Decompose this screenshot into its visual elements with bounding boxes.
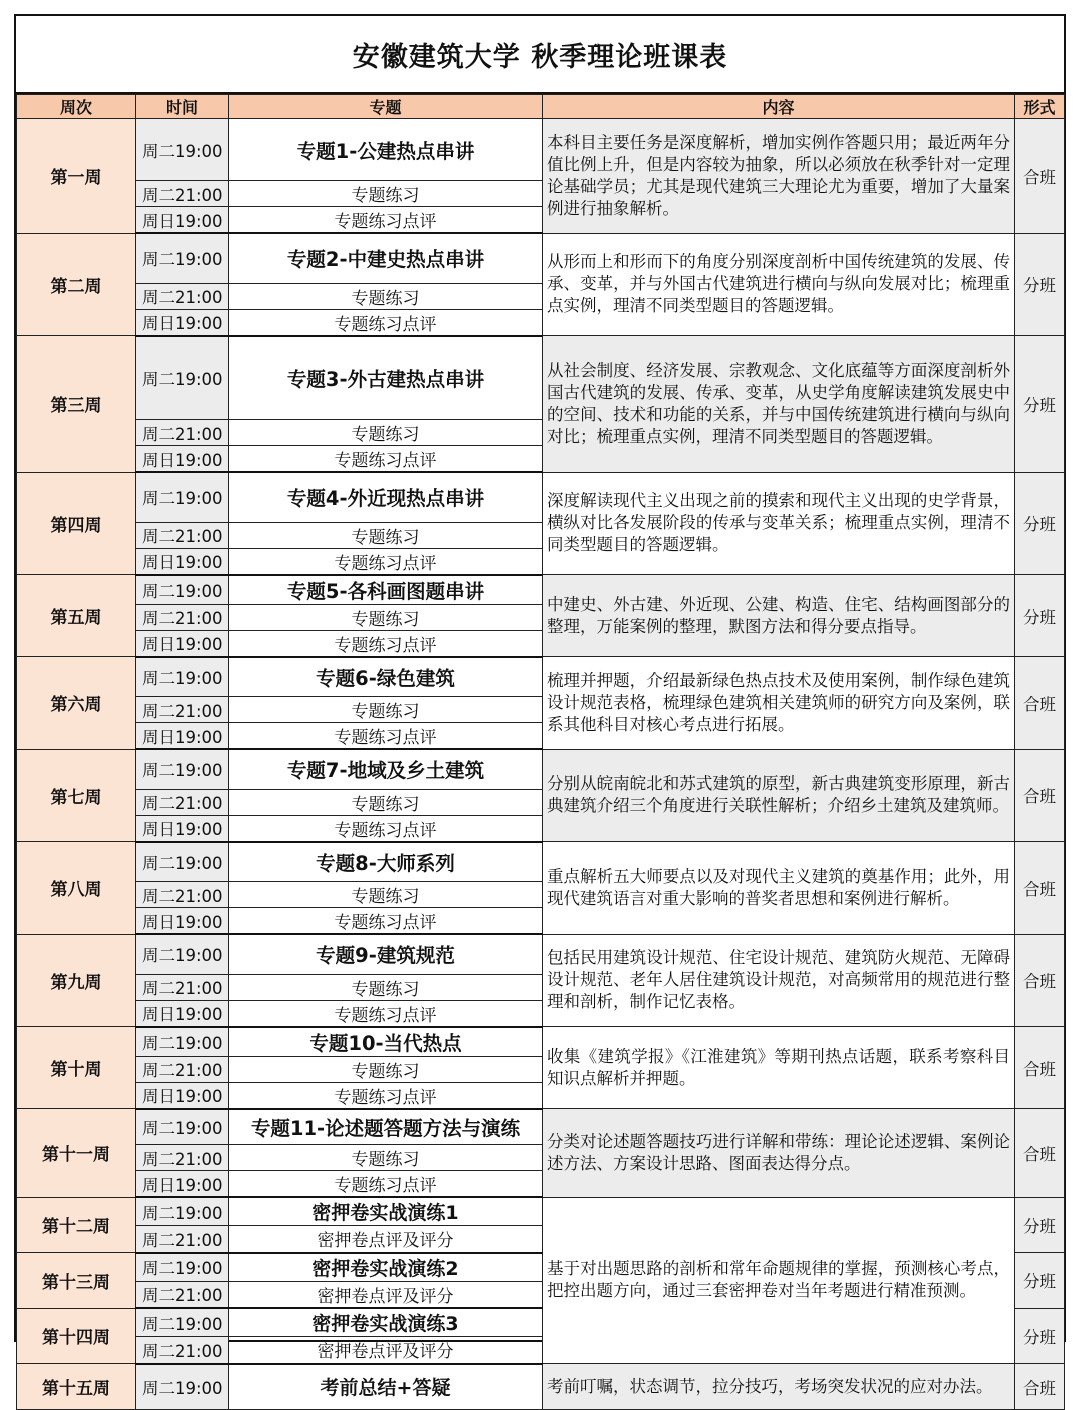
topic-cell: 专题练习点评 bbox=[229, 630, 543, 657]
topic-cell: 专题练习点评 bbox=[229, 309, 543, 336]
topic-cell: 专题练习 bbox=[229, 604, 543, 630]
table-row bbox=[17, 842, 1065, 882]
content-cell: 从社会制度、经济发展、宗教观念、文化底蕴等方面深度剖析外国古代建筑的发展、传承、变革，从史学角度解读建筑发展史中的空间、技术和功能的关系，并与中国传统建筑进行横向与纵向对比；梳理重点实例，理清不同类型题目的答题逻辑。 bbox=[543, 336, 1015, 473]
time-cell: 周二19:00 bbox=[136, 749, 229, 789]
content-cell: 考前叮嘱，状态调节，拉分技巧，考场突发状况的应对办法。 bbox=[543, 1364, 1015, 1410]
topic-cell: 密押卷实战演练1 bbox=[229, 1197, 543, 1226]
schedule-sheet bbox=[14, 14, 1066, 1400]
topic-cell: 考前总结+答疑 bbox=[229, 1364, 543, 1410]
time-cell: 周日19:00 bbox=[136, 1171, 229, 1198]
topic-cell: 专题练习点评 bbox=[229, 1171, 543, 1198]
topic-cell: 专题练习点评 bbox=[229, 548, 543, 575]
page-title: 安徽建筑大学 秋季理论班课表 bbox=[16, 16, 1064, 94]
week-cell: 第二周 bbox=[17, 233, 136, 336]
time-cell: 周二19:00 bbox=[136, 842, 229, 882]
week-cell: 第九周 bbox=[17, 934, 136, 1027]
header-content: 内容 bbox=[543, 95, 1015, 119]
topic-cell: 专题3-外古建热点串讲 bbox=[229, 336, 543, 420]
topic-cell: 密押卷点评及评分 bbox=[229, 1337, 543, 1364]
topic-cell: 专题练习 bbox=[229, 974, 543, 1000]
content-cell: 分类对论述题答题技巧进行详解和带练：理论论述逻辑、案例论述方法、方案设计思路、图面表达得分点。 bbox=[543, 1109, 1015, 1198]
time-cell: 周日19:00 bbox=[136, 548, 229, 575]
form-cell: 分班 bbox=[1015, 472, 1065, 575]
form-cell: 合班 bbox=[1015, 842, 1065, 935]
table-row bbox=[17, 749, 1065, 789]
topic-cell: 专题练习 bbox=[229, 697, 543, 723]
topic-cell: 专题11-论述题答题方法与演练 bbox=[229, 1109, 543, 1145]
content-cell: 中建史、外古建、外近现、公建、构造、住宅、结构画图部分的整理，万能案例的整理，默图方法和得分要点指导。 bbox=[543, 575, 1015, 657]
time-cell: 周二21:00 bbox=[136, 1056, 229, 1082]
topic-cell: 专题练习 bbox=[229, 789, 543, 815]
time-cell: 周二19:00 bbox=[136, 1308, 229, 1337]
time-cell: 周二21:00 bbox=[136, 882, 229, 908]
topic-cell: 专题练习点评 bbox=[229, 1082, 543, 1109]
form-cell: 合班 bbox=[1015, 1027, 1065, 1109]
time-cell: 周二21:00 bbox=[136, 1281, 229, 1308]
week-cell: 第八周 bbox=[17, 842, 136, 935]
topic-cell: 专题9-建筑规范 bbox=[229, 934, 543, 974]
week-cell: 第十一周 bbox=[17, 1109, 136, 1198]
week-cell: 第七周 bbox=[17, 749, 136, 842]
time-cell: 周日19:00 bbox=[136, 815, 229, 842]
week-cell: 第三周 bbox=[17, 336, 136, 473]
table-row bbox=[17, 233, 1065, 283]
time-cell: 周日19:00 bbox=[136, 1082, 229, 1109]
time-cell: 周二19:00 bbox=[136, 1109, 229, 1145]
topic-cell: 专题练习点评 bbox=[229, 207, 543, 234]
form-cell: 合班 bbox=[1015, 934, 1065, 1027]
time-cell: 周二21:00 bbox=[136, 604, 229, 630]
time-cell: 周二19:00 bbox=[136, 657, 229, 697]
form-cell: 分班 bbox=[1015, 575, 1065, 657]
topic-cell: 专题7-地域及乡土建筑 bbox=[229, 749, 543, 789]
table-row bbox=[17, 1364, 1065, 1410]
time-cell: 周二19:00 bbox=[136, 575, 229, 605]
content-cell: 本科目主要任务是深度解析，增加实例作答题只用；最近两年分值比例上升，但是内容较为抽象，所以必须放在秋季针对一定理论基础学员；尤其是现代建筑三大理论尤为重要，增加了大量案例进行抽象解析。 bbox=[543, 119, 1015, 234]
schedule-body bbox=[17, 119, 1065, 1410]
time-cell: 周二19:00 bbox=[136, 472, 229, 522]
time-cell: 周二21:00 bbox=[136, 181, 229, 207]
time-cell: 周二19:00 bbox=[136, 119, 229, 181]
week-cell: 第六周 bbox=[17, 657, 136, 750]
content-cell: 基于对出题思路的剖析和常年命题规律的掌握，预测核心考点，把控出题方向，通过三套密押卷对当年考题进行精准预测。 bbox=[543, 1197, 1015, 1364]
form-cell: 分班 bbox=[1015, 233, 1065, 336]
form-cell: 合班 bbox=[1015, 657, 1065, 750]
table-row bbox=[17, 575, 1065, 605]
topic-cell: 专题8-大师系列 bbox=[229, 842, 543, 882]
table-row bbox=[17, 336, 1065, 420]
form-cell: 分班 bbox=[1015, 336, 1065, 473]
content-cell: 收集《建筑学报》《江淮建筑》等期刊热点话题，联系考察科目知识点解析并押题。 bbox=[543, 1027, 1015, 1109]
topic-cell: 密押卷点评及评分 bbox=[229, 1281, 543, 1308]
week-cell: 第一周 bbox=[17, 119, 136, 234]
topic-cell: 密押卷点评及评分 bbox=[229, 1226, 543, 1253]
time-cell: 周二21:00 bbox=[136, 789, 229, 815]
form-cell: 分班 bbox=[1015, 1197, 1065, 1253]
topic-cell: 专题练习点评 bbox=[229, 1000, 543, 1027]
time-cell: 周二21:00 bbox=[136, 283, 229, 309]
form-cell: 合班 bbox=[1015, 119, 1065, 234]
time-cell: 周二21:00 bbox=[136, 1145, 229, 1171]
table-row bbox=[17, 472, 1065, 522]
content-cell: 梳理并押题，介绍最新绿色热点技术及使用案例，制作绿色建筑设计规范表格，梳理绿色建筑相关建筑师的研究方向及案例，联系其他科目对核心考点进行拓展。 bbox=[543, 657, 1015, 750]
time-cell: 周二21:00 bbox=[136, 974, 229, 1000]
topic-cell: 专题练习 bbox=[229, 1056, 543, 1082]
topic-cell: 专题10-当代热点 bbox=[229, 1027, 543, 1057]
time-cell: 周二21:00 bbox=[136, 1337, 229, 1364]
topic-cell: 专题5-各科画图题串讲 bbox=[229, 575, 543, 605]
topic-cell: 专题练习 bbox=[229, 420, 543, 446]
schedule-table bbox=[16, 94, 1065, 1410]
topic-cell: 专题练习点评 bbox=[229, 446, 543, 473]
time-cell: 周二21:00 bbox=[136, 522, 229, 548]
header-row bbox=[17, 95, 1065, 119]
topic-cell: 专题练习点评 bbox=[229, 723, 543, 750]
topic-cell: 专题练习 bbox=[229, 1145, 543, 1171]
form-cell: 分班 bbox=[1015, 1308, 1065, 1364]
week-cell: 第十五周 bbox=[17, 1364, 136, 1410]
time-cell: 周日19:00 bbox=[136, 309, 229, 336]
topic-cell: 专题练习 bbox=[229, 283, 543, 309]
topic-cell: 专题练习 bbox=[229, 522, 543, 548]
week-cell: 第十四周 bbox=[17, 1308, 136, 1364]
content-cell: 从形而上和形而下的角度分别深度剖析中国传统建筑的发展、传承、变革，并与外国古代建筑进行横向与纵向发展对比；梳理重点实例，理清不同类型题目的答题逻辑。 bbox=[543, 233, 1015, 336]
topic-cell: 专题2-中建史热点串讲 bbox=[229, 233, 543, 283]
time-cell: 周日19:00 bbox=[136, 630, 229, 657]
topic-cell: 密押卷实战演练2 bbox=[229, 1253, 543, 1282]
topic-cell: 专题练习点评 bbox=[229, 908, 543, 935]
topic-cell: 专题6-绿色建筑 bbox=[229, 657, 543, 697]
time-cell: 周日19:00 bbox=[136, 207, 229, 234]
header-time: 时间 bbox=[136, 95, 229, 119]
time-cell: 周日19:00 bbox=[136, 1000, 229, 1027]
form-cell: 合班 bbox=[1015, 749, 1065, 842]
time-cell: 周二19:00 bbox=[136, 1197, 229, 1226]
week-cell: 第十三周 bbox=[17, 1253, 136, 1309]
time-cell: 周二21:00 bbox=[136, 1226, 229, 1253]
form-cell: 合班 bbox=[1015, 1109, 1065, 1198]
topic-cell: 密押卷实战演练3 bbox=[229, 1308, 543, 1337]
form-cell: 合班 bbox=[1015, 1364, 1065, 1410]
time-cell: 周二21:00 bbox=[136, 420, 229, 446]
time-cell: 周二19:00 bbox=[136, 336, 229, 420]
header-form: 形式 bbox=[1015, 95, 1065, 119]
time-cell: 周二19:00 bbox=[136, 1364, 229, 1410]
table-row bbox=[17, 934, 1065, 974]
table-row bbox=[17, 1197, 1065, 1226]
table-row bbox=[17, 657, 1065, 697]
topic-cell: 专题练习点评 bbox=[229, 815, 543, 842]
header-topic: 专题 bbox=[229, 95, 543, 119]
topic-cell: 专题4-外近现热点串讲 bbox=[229, 472, 543, 522]
table-row bbox=[17, 1027, 1065, 1057]
time-cell: 周二21:00 bbox=[136, 697, 229, 723]
content-cell: 包括民用建筑设计规范、住宅设计规范、建筑防火规范、无障碍设计规范、老年人居住建筑设计规范，对高频常用的规范进行整理和剖析，制作记忆表格。 bbox=[543, 934, 1015, 1027]
time-cell: 周二19:00 bbox=[136, 1027, 229, 1057]
week-cell: 第五周 bbox=[17, 575, 136, 657]
week-cell: 第十二周 bbox=[17, 1197, 136, 1253]
time-cell: 周二19:00 bbox=[136, 1253, 229, 1282]
topic-cell: 专题1-公建热点串讲 bbox=[229, 119, 543, 181]
time-cell: 周日19:00 bbox=[136, 908, 229, 935]
time-cell: 周日19:00 bbox=[136, 446, 229, 473]
table-row bbox=[17, 119, 1065, 181]
time-cell: 周日19:00 bbox=[136, 723, 229, 750]
header-week: 周次 bbox=[17, 95, 136, 119]
week-cell: 第四周 bbox=[17, 472, 136, 575]
topic-cell: 专题练习 bbox=[229, 181, 543, 207]
time-cell: 周二19:00 bbox=[136, 934, 229, 974]
content-cell: 深度解读现代主义出现之前的摸索和现代主义出现的史学背景，横纵对比各发展阶段的传承与变革关系；梳理重点实例，理清不同类型题目的答题逻辑。 bbox=[543, 472, 1015, 575]
form-cell: 分班 bbox=[1015, 1253, 1065, 1309]
content-cell: 分别从皖南皖北和苏式建筑的原型，新古典建筑变形原理，新古典建筑介绍三个角度进行关联性解析；介绍乡土建筑及建筑师。 bbox=[543, 749, 1015, 842]
topic-cell: 专题练习 bbox=[229, 882, 543, 908]
time-cell: 周二19:00 bbox=[136, 233, 229, 283]
week-cell: 第十周 bbox=[17, 1027, 136, 1109]
content-cell: 重点解析五大师要点以及对现代主义建筑的奠基作用；此外，用现代建筑语言对重大影响的普奖者思想和案例进行解析。 bbox=[543, 842, 1015, 935]
table-row bbox=[17, 1109, 1065, 1145]
